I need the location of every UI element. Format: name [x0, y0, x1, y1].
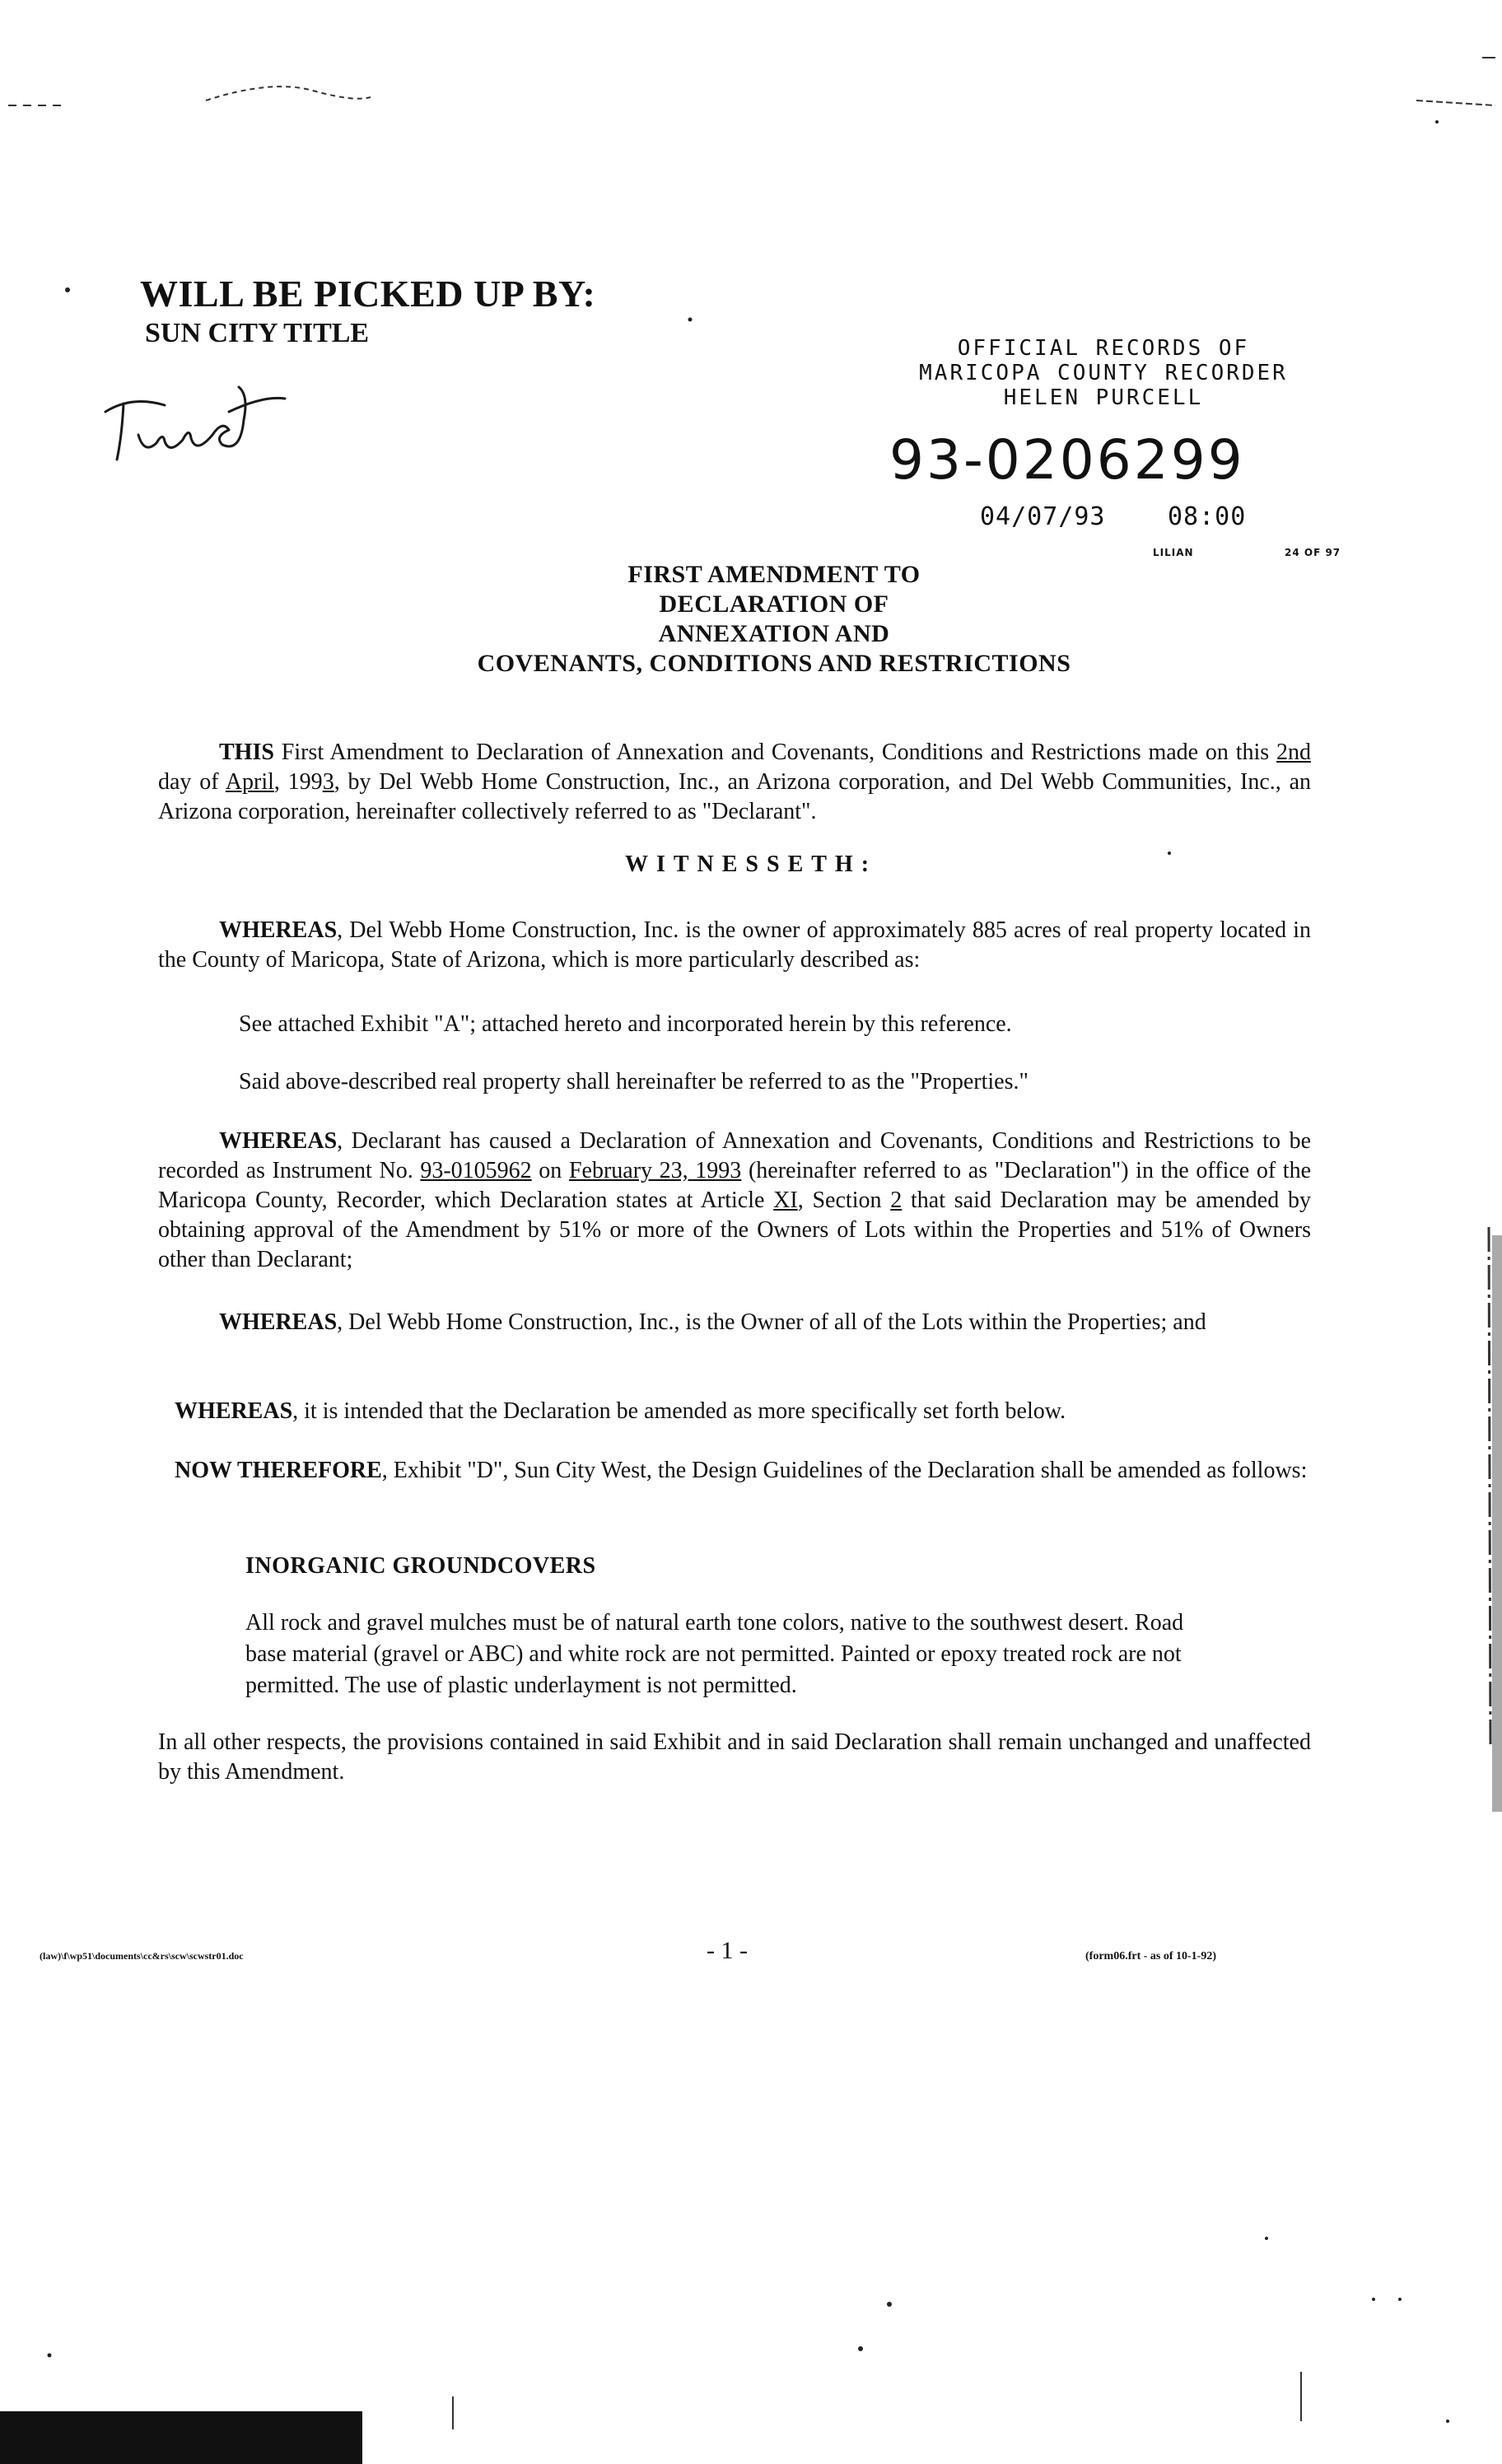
handwritten-signature [99, 362, 288, 469]
pickup-company: SUN CITY TITLE [145, 318, 370, 348]
record-clerk: LILIAN [1153, 547, 1194, 558]
title-line-1: FIRST AMENDMENT TO [627, 561, 921, 588]
now-therefore-lead: NOW THEREFORE [175, 1458, 382, 1483]
whereas-lead: WHEREAS [219, 1309, 338, 1335]
pickup-heading: WILL BE PICKED UP BY: [140, 273, 596, 315]
whereas-text: , Del Webb Home Construction, Inc. is the owner of approximately 885 acres of real property located in the County of Maricopa, State of Arizona, which is more particularly described as: [158, 917, 1311, 973]
record-number: 93-0206299 [889, 428, 1245, 492]
whereas-paragraph-3 [158, 1308, 1311, 1337]
whereas-text: , Declarant has caused a Declaration of Annexation and Covenants, Conditions and Restrictions to be recorded as Instrument No. [158, 1128, 1311, 1183]
page-number: - 1 - [707, 1937, 748, 1964]
groundcover-paragraph: All rock and gravel mulches must be of natural earth tone colors, native to the southwest desert. Road base material (gravel or ABC) and white rock are not permitted. Painted or epoxy treated rock are not permitted. The use of plastic underlayment is not permitted. [245, 1610, 1184, 1698]
title-line-2: DECLARATION OF [659, 590, 889, 618]
record-date: 04/07/93 [980, 502, 1106, 531]
intro-text: day of [158, 769, 226, 795]
intro-lead: THIS [219, 740, 274, 765]
whereas-text: , it is intended that the Declaration be amended as more specifically set forth below. [292, 1398, 1066, 1424]
intro-text: , 199 [273, 769, 323, 795]
whereas-lead: WHEREAS [219, 1128, 338, 1154]
intro-day: 2nd [1276, 740, 1311, 765]
properties-definition: Said above-described real property shall hereinafter be referred to as the "Properties." [239, 1069, 1029, 1094]
document-title [321, 560, 1227, 679]
now-therefore-paragraph [158, 1456, 1311, 1486]
whereas-text: , Section [797, 1188, 891, 1213]
intro-year-digit: 3 [322, 769, 334, 795]
exhibit-reference: See attached Exhibit "A"; attached hereto and incorporated herein by this reference. [239, 1011, 1012, 1037]
whereas-lead: WHEREAS [175, 1398, 293, 1424]
instrument-number: 93-0105962 [420, 1158, 532, 1183]
whereas-text: , Del Webb Home Construction, Inc., is the Owner of all of the Lots within the Properties; and [337, 1309, 1206, 1335]
now-therefore-text: , Exhibit "D", Sun City West, the Design Guidelines of the Declaration shall be amended as follows: [381, 1458, 1308, 1483]
stamp-line-1: OFFICIAL RECORDS OF [957, 336, 1250, 361]
intro-month: April [225, 769, 274, 795]
record-page-count: 24 OF 97 [1285, 547, 1341, 558]
record-time: 08:00 [1168, 502, 1247, 531]
whereas-text: on [531, 1158, 569, 1183]
section-heading: INORGANIC GROUNDCOVERS [245, 1553, 596, 1579]
stamp-line-3: HELEN PURCELL [1003, 385, 1204, 410]
whereas-lead: WHEREAS [219, 917, 338, 943]
title-line-4: COVENANTS, CONDITIONS AND RESTRICTIONS [477, 650, 1071, 677]
title-line-3: ANNEXATION AND [658, 620, 890, 647]
intro-paragraph [158, 738, 1311, 827]
whereas-text: (hereinafter referred to as "Declaration") in the office of the Maricopa County, Recorder, which Declaration states at Article [158, 1158, 1312, 1213]
whereas-paragraph-1 [158, 916, 1311, 975]
whereas-paragraph-2 [158, 1127, 1311, 1275]
whereas-text: that said Declaration may be amended by obtaining approval of the Amendment by 51% or more of the Owners of Lots within the Properties and 51% of Owners other than Declarant; [158, 1188, 1311, 1272]
recording-date: February 23, 1993 [568, 1158, 742, 1183]
closing-paragraph: In all other respects, the provisions contained in said Exhibit and in said Declaration shall remain unchanged and unaffected by this Amendment. [158, 1729, 1311, 1785]
intro-text: First Amendment to Declaration of Annexation and Covenants, Conditions and Restrictions made on this [273, 740, 1276, 765]
section-number: 2 [890, 1188, 903, 1213]
footer-file-path: (law)\f\wp51\documents\cc&rs\scw\scwstr01.doc [40, 1950, 244, 1962]
whereas-paragraph-4 [175, 1398, 1066, 1425]
article-number: XI [773, 1188, 798, 1213]
stamp-line-2: MARICOPA COUNTY RECORDER [919, 361, 1288, 385]
intro-text: , by Del Webb Home Construction, Inc., an Arizona corporation, and Del Webb Communities, Inc., an Arizona corporation, hereinafter collectively referred to as "Declarant". [158, 769, 1311, 824]
recorder-stamp [873, 336, 1334, 410]
footer-form-reference: (form06.frt - as of 10-1-92) [1085, 1950, 1216, 1962]
witnesseth-heading: WITNESSETH: [624, 852, 878, 877]
